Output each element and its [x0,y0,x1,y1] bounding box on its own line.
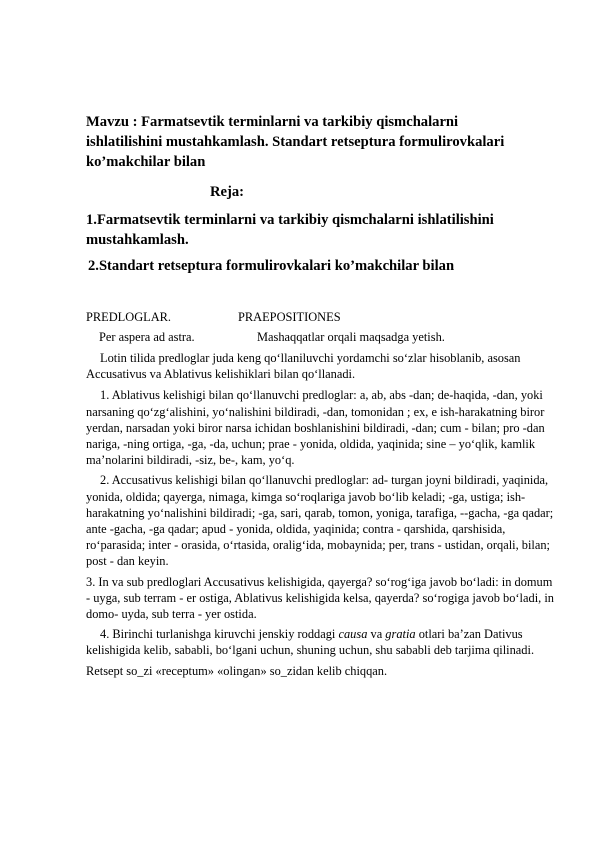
heading-predloglar: PREDLOGLAR. [86,310,172,324]
paragraph-4: 3. In va sub predloglari Accusativus kelishigida, qayerga? so‘rog‘iga javob bo‘ladi: in domum - uyga, sub terram - er ostiga, Ablativus kelishigida kelsa, qayerda? so‘rogiga javob bo‘ladi, in domo- uyda, sub terra - yer ostida. [86,574,554,622]
paragraph-5: 4. Birinchi turlanishga kiruvchi jenskiy roddagi causa va gratia otlari ba’zan Dativus kelishigida kelib, sababli, bo‘lgani uchun, shuning uchun, shu sababli deb tarjima qilinadi. [86,627,535,658]
plan-item-2: 2.Standart retseptura formulirovkalari ko’makchilar bilan [88,258,455,274]
topic-line-2: ishlatilishini mustahkamlash. Standart retseptura formulirovkalari [86,134,505,150]
paragraph-2: 1. Ablativus kelishigi bilan qo‘llanuvchi predloglar: a, ab, abs -dan; de-haqida, -dan, yoki narsaning qo‘zg‘alishini, yo‘nalishini bildiradi, -dan, tomonidan ; ex, e ish-harakatning biror yerdan, narsadan yoki biror narsa ichidan boshlanishini bildiradi, -dan; cum - bilan; pro -dan nariga, -ning ortiga, -ga, -da, uchun; prae - yonida, oldida, yaqinida; sine – yo‘qlik, kamlik ma’nolarini bildiradi, -siz, be-, kam, yo‘q. [86,388,545,468]
paragraph-1: Lotin tilida predloglar juda keng qo‘llaniluvchi yordamchi so‘zlar hisoblanib, asosan Accusativus va Ablativus kelishiklari bilan qo‘llanadi. [86,351,521,382]
motto-row [86,329,558,345]
paragraph-6: Retsept so_zi «receptum» «olingan» so_zidan kelib chiqqan. [86,663,388,678]
topic-line-1: Mavzu : Farmatsevtik terminlarni va tarkibiy qismchalarni [86,114,459,130]
paragraph-3: 2. Accusativus kelishigi bilan qo‘llanuvchi predloglar: ad- turgan joyni bildiradi, yaqinida, yonida, oldida; qayerga, nimaga, kimga so‘roqlariga javob bo‘lib keladi; -ga, ustiga; ish-harakatning yo‘nalishini bildiradi; -ga, sari, qarab, tomon, yoniga, tarafiga, --gacha, -ga qadar; ante -gacha, -ga qadar; apud - yonida, oldida, yaqinida; contra - qarshida, qarshisida, ro‘parasida; inter - orasida, o‘rtasida, oralig‘ida, mobaynida; per, trans - ustidan, orqali, bilan; post - dan keyin. [86,473,554,569]
plan-item-1-line-2: mustahkamlash. [86,232,189,248]
word-causa: causa [338,627,368,642]
heading-praepositiones: PRAEPOSITIONES [238,310,341,324]
topic-line-3: ko’makchilar bilan [86,154,206,170]
document-page [86,112,558,679]
plan-title: Reja: [210,184,245,200]
word-gratia: gratia [385,627,416,642]
motto-latin: Per aspera ad astra. [99,330,195,344]
motto-translation: Mashaqqatlar orqali maqsadga yetish. [257,330,445,344]
heading-row [86,309,558,325]
plan-item-1-line-1: 1.Farmatsevtik terminlarni va tarkibiy qismchalarni ishlatilishini [86,212,494,228]
